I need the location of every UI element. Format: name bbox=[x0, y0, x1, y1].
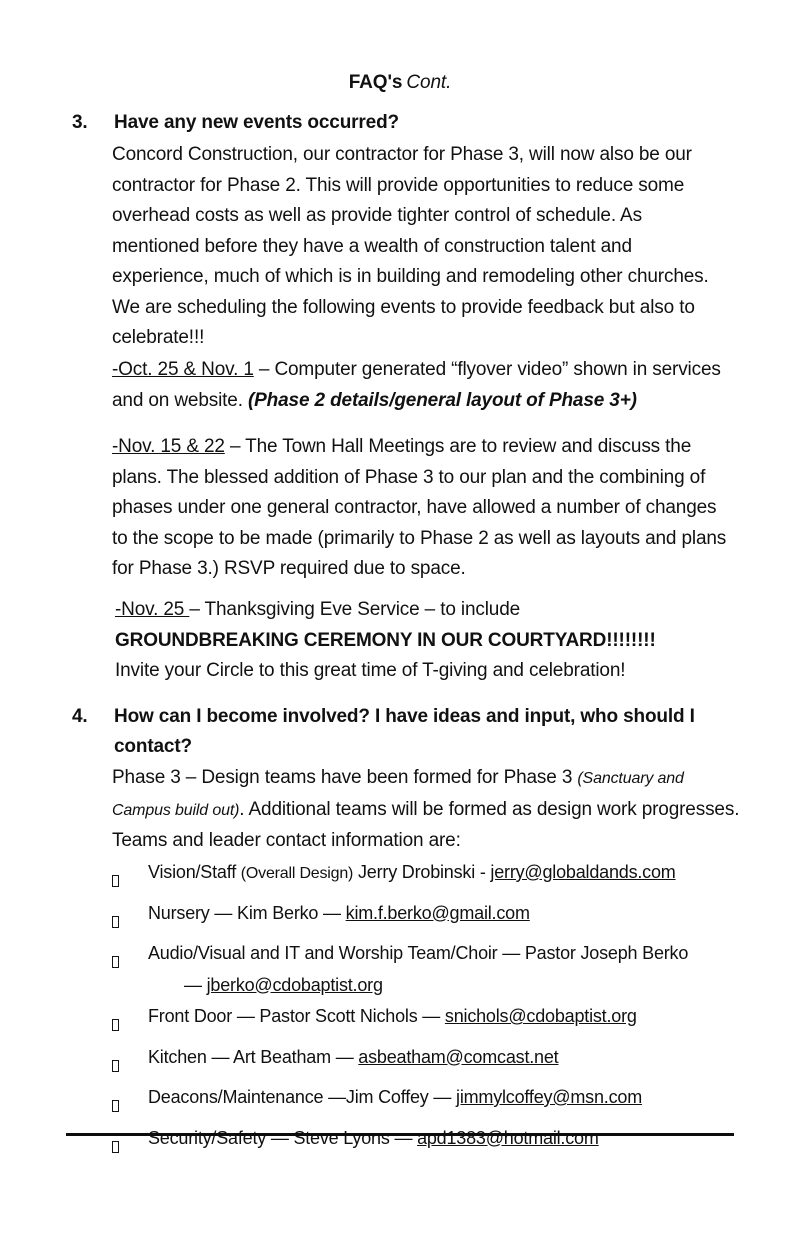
contact-kitchen bbox=[148, 1042, 752, 1074]
phase3-intro-tail: . Additional teams will be formed as design work progresses. Teams and leader contact information are: bbox=[112, 798, 740, 851]
contact-team: Vision/Staff bbox=[148, 862, 241, 882]
event-nov25-line1 bbox=[115, 595, 735, 626]
phase3-intro-note: (Sanctuary and Campus build out) bbox=[112, 770, 684, 819]
question-3-text: Have any new events occurred? bbox=[114, 112, 399, 133]
phase3-intro-lead: Phase 3 – Design teams have been formed for Phase 3 bbox=[112, 767, 578, 788]
contact-qualifier: (Overall Design) bbox=[240, 865, 354, 882]
contact-deacons-maintenance bbox=[148, 1082, 752, 1114]
contact-team: Security/Safety — Steve Lyons — bbox=[148, 1127, 418, 1148]
contact-team: Nursery — Kim Berko — bbox=[148, 902, 346, 923]
contact-vision-staff bbox=[148, 857, 752, 890]
contact-email[interactable]: kim.f.berko@gmail.com bbox=[345, 902, 530, 923]
question-4-heading bbox=[72, 702, 742, 762]
contact-email[interactable]: jberko@cdobaptist.org bbox=[206, 974, 383, 995]
phase3-intro bbox=[112, 763, 740, 857]
question-4-number: 4. bbox=[72, 706, 88, 727]
contact-team: Front Door — Pastor Scott Nichols — bbox=[148, 1006, 445, 1026]
event-oct25-nov1-note: (Phase 2 details/general layout of Phase 3+) bbox=[247, 389, 637, 411]
contact-email[interactable]: apd1383@hotmail.com bbox=[417, 1127, 599, 1148]
event-nov25-emphasis: GROUNDBREAKING CEREMONY IN OUR COURTYARD!!!!!!!! bbox=[115, 629, 656, 651]
contact-email[interactable]: asbeatham@comcast.net bbox=[358, 1046, 559, 1067]
contact-nursery bbox=[148, 898, 752, 930]
event-oct25-nov1 bbox=[112, 355, 732, 416]
contact-email[interactable]: jerry@globaldands.com bbox=[490, 862, 676, 882]
event-oct25-nov1-date: -Oct. 25 & Nov. 1 bbox=[112, 359, 254, 380]
tofu-bullet-icon bbox=[112, 1082, 148, 1123]
event-nov15-22 bbox=[112, 432, 732, 585]
contact-team: Deacons/Maintenance —Jim Coffey — bbox=[148, 1087, 457, 1107]
list-item bbox=[112, 1082, 752, 1123]
list-item bbox=[112, 1123, 752, 1164]
event-oct25-nov1-body: – Computer generated “flyover video” shown in services and on website. bbox=[112, 359, 721, 411]
contact-team: Audio/Visual and IT and Worship Team/Choir — Pastor Joseph Berko bbox=[148, 943, 689, 963]
contact-email[interactable]: jimmylcoffey@msn.com bbox=[456, 1087, 642, 1107]
question-3-body: Concord Construction, our contractor for Phase 3, will now also be our contractor for Phase 2. This will provide opportunities to reduce some overhead costs as well as provide tighter control of schedule. As mentioned before they have a wealth of construction talent and experience, much of which is in building and remodeling other churches. We are scheduling the following events to provide feedback but also to celebrate!!! bbox=[112, 144, 709, 348]
list-item bbox=[112, 898, 752, 939]
question-3-number: 3. bbox=[72, 112, 88, 133]
contact-front-door bbox=[148, 1001, 752, 1033]
page-title-main: FAQ's bbox=[348, 72, 403, 93]
question-4-text: How can I become involved? I have ideas and input, who should I contact? bbox=[114, 706, 695, 757]
list-item bbox=[112, 1042, 752, 1083]
event-nov15-22-body: – The Town Hall Meetings are to review and discuss the plans. The blessed addition of Phase 3 to our plan and the combining of phases under one general contractor, have allowed a number of changes to the scope to be made (primarily to Phase 2 as well as layouts and plans for Phase 3.) RSVP required due to space. bbox=[112, 436, 727, 579]
contact-continuation-prefix: — bbox=[184, 974, 207, 995]
page-title-continued: Cont. bbox=[406, 72, 452, 93]
question-3-heading bbox=[72, 108, 742, 138]
contact-security-safety bbox=[148, 1123, 752, 1155]
list-item bbox=[112, 938, 752, 1001]
list-item bbox=[112, 857, 752, 898]
event-nov25-body: – Thanksgiving Eve Service – to include bbox=[189, 599, 521, 620]
event-nov25 bbox=[115, 595, 735, 687]
event-nov25-followup: Invite your Circle to this great time of T-giving and celebration! bbox=[115, 660, 626, 681]
contact-email[interactable]: snichols@cdobaptist.org bbox=[444, 1006, 637, 1026]
tofu-bullet-icon bbox=[112, 1123, 148, 1164]
page-title bbox=[0, 71, 800, 95]
contact-person: Jerry Drobinski - bbox=[353, 862, 491, 882]
contact-team: Kitchen — Art Beatham — bbox=[148, 1046, 359, 1067]
contact-audio-visual bbox=[148, 938, 752, 1001]
contact-list bbox=[112, 857, 752, 1163]
tofu-bullet-icon bbox=[112, 1042, 148, 1083]
footer-divider bbox=[66, 1133, 734, 1136]
tofu-bullet-icon bbox=[112, 857, 148, 898]
tofu-bullet-icon bbox=[112, 1001, 148, 1042]
event-nov15-22-date: -Nov. 15 & 22 bbox=[112, 436, 225, 457]
tofu-bullet-icon bbox=[112, 898, 148, 939]
list-item bbox=[112, 1001, 752, 1042]
contact-continuation bbox=[148, 970, 752, 1002]
event-nov25-date: -Nov. 25 bbox=[115, 599, 190, 620]
tofu-bullet-icon bbox=[112, 938, 148, 979]
